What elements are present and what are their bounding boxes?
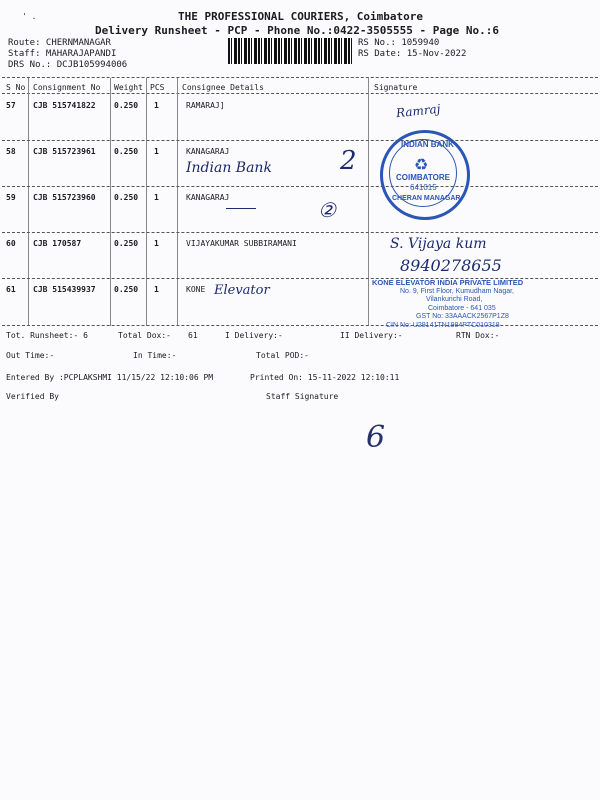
row-weight: 0.250: [114, 285, 139, 294]
rs-number: RS No.: 1059940: [358, 38, 440, 48]
col-header-pcs: PCS: [150, 83, 165, 92]
col-header-consignment: Consignment No: [33, 83, 101, 92]
handwritten-phone: 8940278655: [400, 256, 502, 275]
row-consignee: KANAGARAJ: [186, 147, 230, 156]
row-pcs: 1: [154, 147, 159, 156]
total-runsheet: Tot. Runsheet:- 6: [6, 331, 88, 340]
printed-on: Printed On: 15-11-2022 12:10:11: [250, 373, 400, 382]
verified-by-label: Verified By: [6, 392, 59, 401]
row-sno: 57: [6, 101, 16, 110]
rtn-dox-label: RTN Dox:-: [456, 331, 500, 340]
total-pod-label: Total POD:-: [256, 351, 309, 360]
route-label: Route: CHERNMANAGAR: [8, 38, 111, 48]
row-consignee: VIJAYAKUMAR SUBBIRAMANI: [186, 239, 297, 248]
staff-signature-label: Staff Signature: [266, 392, 339, 401]
staff-label: Staff: MAHARAJAPANDI: [8, 49, 117, 59]
barcode: [228, 38, 352, 64]
company-name: THE PROFESSIONAL COURIERS, Coimbatore: [178, 10, 424, 23]
bank-stamp: [380, 130, 470, 220]
bank-stamp-city: COIMBATORE: [396, 173, 450, 182]
row-consignment-no: CJB 515439937: [33, 285, 96, 294]
row-pcs: 1: [154, 193, 159, 202]
row-sno: 60: [6, 239, 16, 248]
handwritten-circled-number: ②: [318, 198, 336, 222]
handwritten-page-mark: 6: [366, 420, 386, 455]
kone-stamp-line2: No. 9, First Floor, Kumudham Nagar,: [400, 288, 514, 295]
kone-stamp-line6: CIN No: U29141TN1984PTC010318: [386, 322, 500, 329]
row-weight: 0.250: [114, 101, 139, 110]
col-header-weight: Weight: [114, 83, 143, 92]
second-delivery-label: II Delivery:-: [340, 331, 403, 340]
col-separator: [368, 78, 369, 326]
row-weight: 0.250: [114, 193, 139, 202]
col-header-sno: S No: [6, 83, 26, 92]
col-header-signature: Signature: [374, 83, 418, 92]
kone-stamp-line4: Coimbatore - 641 035: [428, 305, 496, 312]
handwritten-dash: [226, 208, 256, 209]
handwritten-number: 2: [340, 146, 357, 176]
col-separator: [177, 78, 178, 326]
signature-vijayakumar: S. Vijaya kum: [390, 236, 487, 252]
kone-stamp-line3: Vilankurichi Road,: [426, 296, 483, 303]
rs-date: RS Date: 15-Nov-2022: [358, 49, 467, 59]
first-delivery-label: I Delivery:-: [225, 331, 283, 340]
kone-stamp-line5: GST No: 33AAACK2567P1Z8: [416, 313, 509, 320]
kone-stamp: [372, 278, 542, 330]
row-consignment-no: CJB 515741822: [33, 101, 96, 110]
row-consignment-no: CJB 515723961: [33, 147, 96, 156]
bank-stamp-top-text: INDIAN BANK: [401, 140, 454, 149]
row-weight: 0.250: [114, 239, 139, 248]
row-pcs: 1: [154, 101, 159, 110]
bank-logo-icon: ♻: [414, 157, 429, 174]
col-separator: [146, 78, 147, 326]
kone-stamp-line1: KONE ELEVATOR INDIA PRIVATE LIMITED: [372, 278, 524, 287]
col-separator: [28, 78, 29, 326]
signature-ramraj: Ramraj: [395, 101, 442, 121]
row-consignment-no: CJB 170587: [33, 239, 82, 248]
row-consignment-no: CJB 515723960: [33, 193, 96, 202]
col-header-consignee: Consignee Details: [182, 83, 264, 92]
bank-stamp-pin: 641015: [410, 183, 437, 192]
total-dox-value: 61: [188, 331, 198, 340]
row-sno: 59: [6, 193, 16, 202]
row-weight: 0.250: [114, 147, 139, 156]
row-consignee: KANAGARAJ: [186, 193, 230, 202]
runsheet-title: Delivery Runsheet - PCP - Phone No.:0422-3505555 - Page No.:6: [95, 24, 499, 37]
handwritten-elevator: Elevator: [214, 283, 270, 298]
drs-label: DRS No.: DCJB105994006: [8, 60, 128, 70]
in-time-label: In Time:-: [133, 351, 177, 360]
scan-mark: ' .: [22, 12, 37, 21]
row-sno: 61: [6, 285, 16, 294]
row-sno: 58: [6, 147, 16, 156]
col-separator: [110, 78, 111, 326]
bank-stamp-bottom-text: CHERAN MANAGAR: [392, 195, 461, 202]
row-consignee: KONE: [186, 285, 206, 294]
out-time-label: Out Time:-: [6, 351, 55, 360]
row-consignee: RAMARAJ]: [186, 101, 225, 110]
handwritten-indian-bank: Indian Bank: [186, 160, 272, 176]
total-dox-label: Total Dox:-: [118, 331, 171, 340]
row-pcs: 1: [154, 239, 159, 248]
entered-by: Entered By :PCPLAKSHMI 11/15/22 12:10:06 PM: [6, 373, 214, 382]
row-pcs: 1: [154, 285, 159, 294]
